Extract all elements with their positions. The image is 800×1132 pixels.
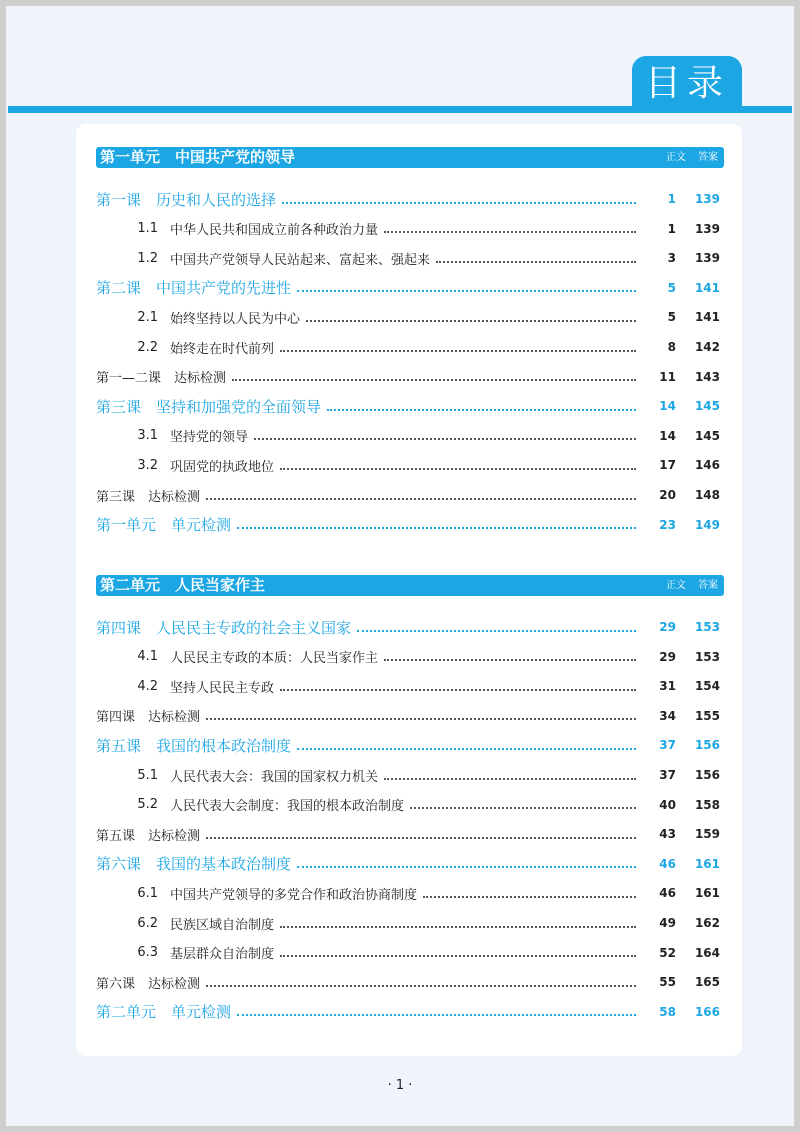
answer-page-ref: 142 <box>694 340 720 354</box>
page-ref: 29 <box>659 620 676 634</box>
entry-label: 第一—二课 达标检测 <box>96 371 227 387</box>
toc-lesson-entry[interactable] <box>96 1001 720 1023</box>
page-ref: 43 <box>659 827 676 842</box>
page-ref: 8 <box>667 340 676 354</box>
dot-leader <box>206 836 636 839</box>
dot-leader <box>280 467 636 470</box>
page-ref: 1 <box>667 192 676 206</box>
entry-label: 第一课 历史和人民的选择 <box>96 190 277 209</box>
dot-leader <box>280 688 636 691</box>
toc-section-entry[interactable] <box>96 247 720 269</box>
dot-leader <box>384 777 636 780</box>
dot-leader <box>280 925 636 928</box>
dot-leader <box>282 201 636 204</box>
page-ref: 14 <box>659 399 676 414</box>
answer-page-ref: 153 <box>694 649 720 664</box>
entry-label: 第二单元 单元检测 <box>96 1003 232 1022</box>
toc-section-entry[interactable] <box>96 942 720 964</box>
dot-leader <box>297 289 636 292</box>
answer-page-ref: 146 <box>694 458 720 473</box>
section-number: 1.2 <box>137 250 158 266</box>
answer-page-ref: 141 <box>694 280 720 295</box>
section-number: 1.1 <box>137 221 158 237</box>
page-ref: 20 <box>659 488 676 502</box>
entry-label: 人民代表大会制度：我国的根本政治制度 <box>170 799 405 815</box>
answer-page-ref: 165 <box>694 975 720 990</box>
page-ref: 5 <box>667 280 676 295</box>
toc-section-entry[interactable] <box>96 454 720 476</box>
dot-leader <box>297 865 636 868</box>
toc-section-entry[interactable] <box>96 912 720 934</box>
toc-lesson-entry[interactable] <box>96 395 720 417</box>
answer-page-ref: 149 <box>694 517 720 532</box>
entry-label: 中国共产党领导的多党合作和政治协商制度 <box>170 887 418 903</box>
page-ref: 1 <box>667 221 676 236</box>
answer-page-ref: 154 <box>694 679 720 694</box>
page-ref: 52 <box>659 945 676 960</box>
toc-section-entry[interactable] <box>96 425 720 447</box>
toc-lesson-entry[interactable] <box>96 514 720 536</box>
page-ref: 55 <box>659 975 676 990</box>
answer-page-ref: 139 <box>694 251 720 266</box>
toc-test-entry[interactable] <box>96 366 720 388</box>
dot-leader <box>297 747 636 750</box>
toc-section-entry[interactable] <box>96 336 720 358</box>
toc-lesson-entry[interactable] <box>96 616 720 638</box>
dot-leader <box>327 408 636 411</box>
page-ref: 40 <box>659 797 676 812</box>
entry-label: 第一单元 单元检测 <box>96 516 232 535</box>
dot-leader <box>206 497 636 500</box>
toc-test-entry[interactable] <box>96 705 720 727</box>
answer-page-ref: 145 <box>694 428 720 443</box>
entry-label: 中国共产党领导人民站起来、富起来、强起来 <box>170 252 431 268</box>
section-number: 3.1 <box>137 428 158 444</box>
section-number: 6.2 <box>137 915 158 931</box>
entry-label: 人民代表大会：我国的国家权力机关 <box>170 769 379 785</box>
entry-label: 第四课 达标检测 <box>96 710 201 726</box>
column-label-main: 正文 <box>666 580 686 591</box>
answer-page-ref: 153 <box>694 620 720 634</box>
dot-leader <box>237 526 636 529</box>
answer-page-ref: 156 <box>694 738 720 753</box>
answer-page-ref: 164 <box>694 945 720 960</box>
answer-page-ref: 159 <box>694 827 720 842</box>
column-label-answer: 答案 <box>698 152 718 163</box>
dot-leader <box>232 378 636 381</box>
answer-page-ref: 161 <box>694 856 720 871</box>
unit-header <box>96 147 724 168</box>
dot-leader <box>384 230 636 233</box>
dot-leader <box>280 349 636 352</box>
page-ref: 58 <box>659 1004 676 1019</box>
page-ref: 29 <box>659 649 676 664</box>
toc-test-entry[interactable] <box>96 971 720 993</box>
answer-page-ref: 166 <box>694 1004 720 1019</box>
section-number: 6.1 <box>137 885 158 901</box>
dot-leader <box>436 260 636 263</box>
page-ref: 11 <box>659 369 676 384</box>
section-number: 6.3 <box>137 945 158 961</box>
entry-label: 第三课 坚持和加强党的全面领导 <box>96 397 322 416</box>
page-ref: 31 <box>659 679 676 694</box>
column-label-main: 正文 <box>666 152 686 163</box>
answer-page-ref: 145 <box>694 399 720 414</box>
answer-page-ref: 139 <box>694 221 720 236</box>
entry-label: 第二课 中国共产党的先进性 <box>96 279 292 298</box>
page-ref: 34 <box>659 708 676 723</box>
dot-leader <box>237 1013 636 1016</box>
dot-leader <box>357 629 636 632</box>
toc-section-entry[interactable] <box>96 675 720 697</box>
dot-leader <box>280 954 636 957</box>
entry-label: 第六课 达标检测 <box>96 976 201 992</box>
answer-page-ref: 143 <box>694 369 720 384</box>
toc-section-entry[interactable] <box>96 794 720 816</box>
page-ref: 17 <box>659 458 676 473</box>
column-label-answer: 答案 <box>698 580 718 591</box>
toc-lesson-entry[interactable] <box>96 853 720 875</box>
section-number: 4.2 <box>137 678 158 694</box>
dot-leader <box>254 437 636 440</box>
dot-leader <box>410 806 636 809</box>
answer-page-ref: 161 <box>694 886 720 901</box>
page-ref: 5 <box>667 310 676 325</box>
toc-section-entry[interactable] <box>96 218 720 240</box>
dot-leader <box>384 658 636 661</box>
entry-label: 第五课 我国的根本政治制度 <box>96 736 292 755</box>
entry-label: 人民民主专政的本质：人民当家作主 <box>170 651 379 667</box>
entry-label: 民族区域自治制度 <box>170 917 275 933</box>
entry-label: 第四课 人民民主专政的社会主义国家 <box>96 618 352 637</box>
unit-title: 第一单元 中国共产党的领导 <box>100 148 296 166</box>
toc-section-entry[interactable] <box>96 764 720 786</box>
dot-leader <box>306 319 636 322</box>
entry-label: 坚持党的领导 <box>170 430 249 446</box>
page-ref: 37 <box>659 768 676 782</box>
entry-label: 始终走在时代前列 <box>170 341 275 357</box>
page-ref: 46 <box>659 856 676 871</box>
page-ref: 49 <box>659 916 676 930</box>
page-title: 目录 <box>632 56 742 111</box>
toc-section-entry[interactable] <box>96 882 720 904</box>
toc-section-entry[interactable] <box>96 306 720 328</box>
answer-page-ref: 139 <box>694 192 720 206</box>
toc-lesson-entry[interactable] <box>96 734 720 756</box>
answer-page-ref: 156 <box>694 768 720 782</box>
page-ref: 23 <box>659 517 676 532</box>
answer-page-ref: 141 <box>694 310 720 325</box>
toc-test-entry[interactable] <box>96 823 720 845</box>
entry-label: 始终坚持以人民为中心 <box>170 311 301 327</box>
unit-title: 第二单元 人民当家作主 <box>100 576 266 594</box>
answer-page-ref: 155 <box>694 708 720 723</box>
dot-leader <box>423 895 636 898</box>
answer-page-ref: 148 <box>694 488 720 502</box>
section-number: 5.2 <box>137 797 158 813</box>
page-ref: 3 <box>667 251 676 266</box>
page-ref: 37 <box>659 738 676 753</box>
answer-page-ref: 158 <box>694 797 720 812</box>
answer-page-ref: 162 <box>694 916 720 930</box>
unit-header <box>96 575 724 596</box>
entry-label: 第六课 我国的基本政治制度 <box>96 855 292 874</box>
section-number: 2.2 <box>137 339 158 355</box>
section-number: 5.1 <box>137 767 158 783</box>
section-number: 2.1 <box>137 309 158 325</box>
entry-label: 中华人民共和国成立前各种政治力量 <box>170 223 379 239</box>
dot-leader <box>206 984 636 987</box>
entry-label: 巩固党的执政地位 <box>170 459 275 475</box>
page-ref: 14 <box>659 428 676 443</box>
toc-lesson-entry[interactable] <box>96 277 720 299</box>
entry-label: 基层群众自治制度 <box>170 947 275 963</box>
toc-lesson-entry[interactable] <box>96 188 720 210</box>
entry-label: 第五课 达标检测 <box>96 828 201 844</box>
entry-label: 第三课 达标检测 <box>96 489 201 505</box>
section-number: 4.1 <box>137 649 158 665</box>
toc-section-entry[interactable] <box>96 646 720 668</box>
page-number: · 1 · <box>387 1078 413 1093</box>
toc-test-entry[interactable] <box>96 484 720 506</box>
page-ref: 46 <box>659 886 676 901</box>
section-number: 3.2 <box>137 457 158 473</box>
entry-label: 坚持人民民主专政 <box>170 680 275 696</box>
dot-leader <box>206 717 636 720</box>
